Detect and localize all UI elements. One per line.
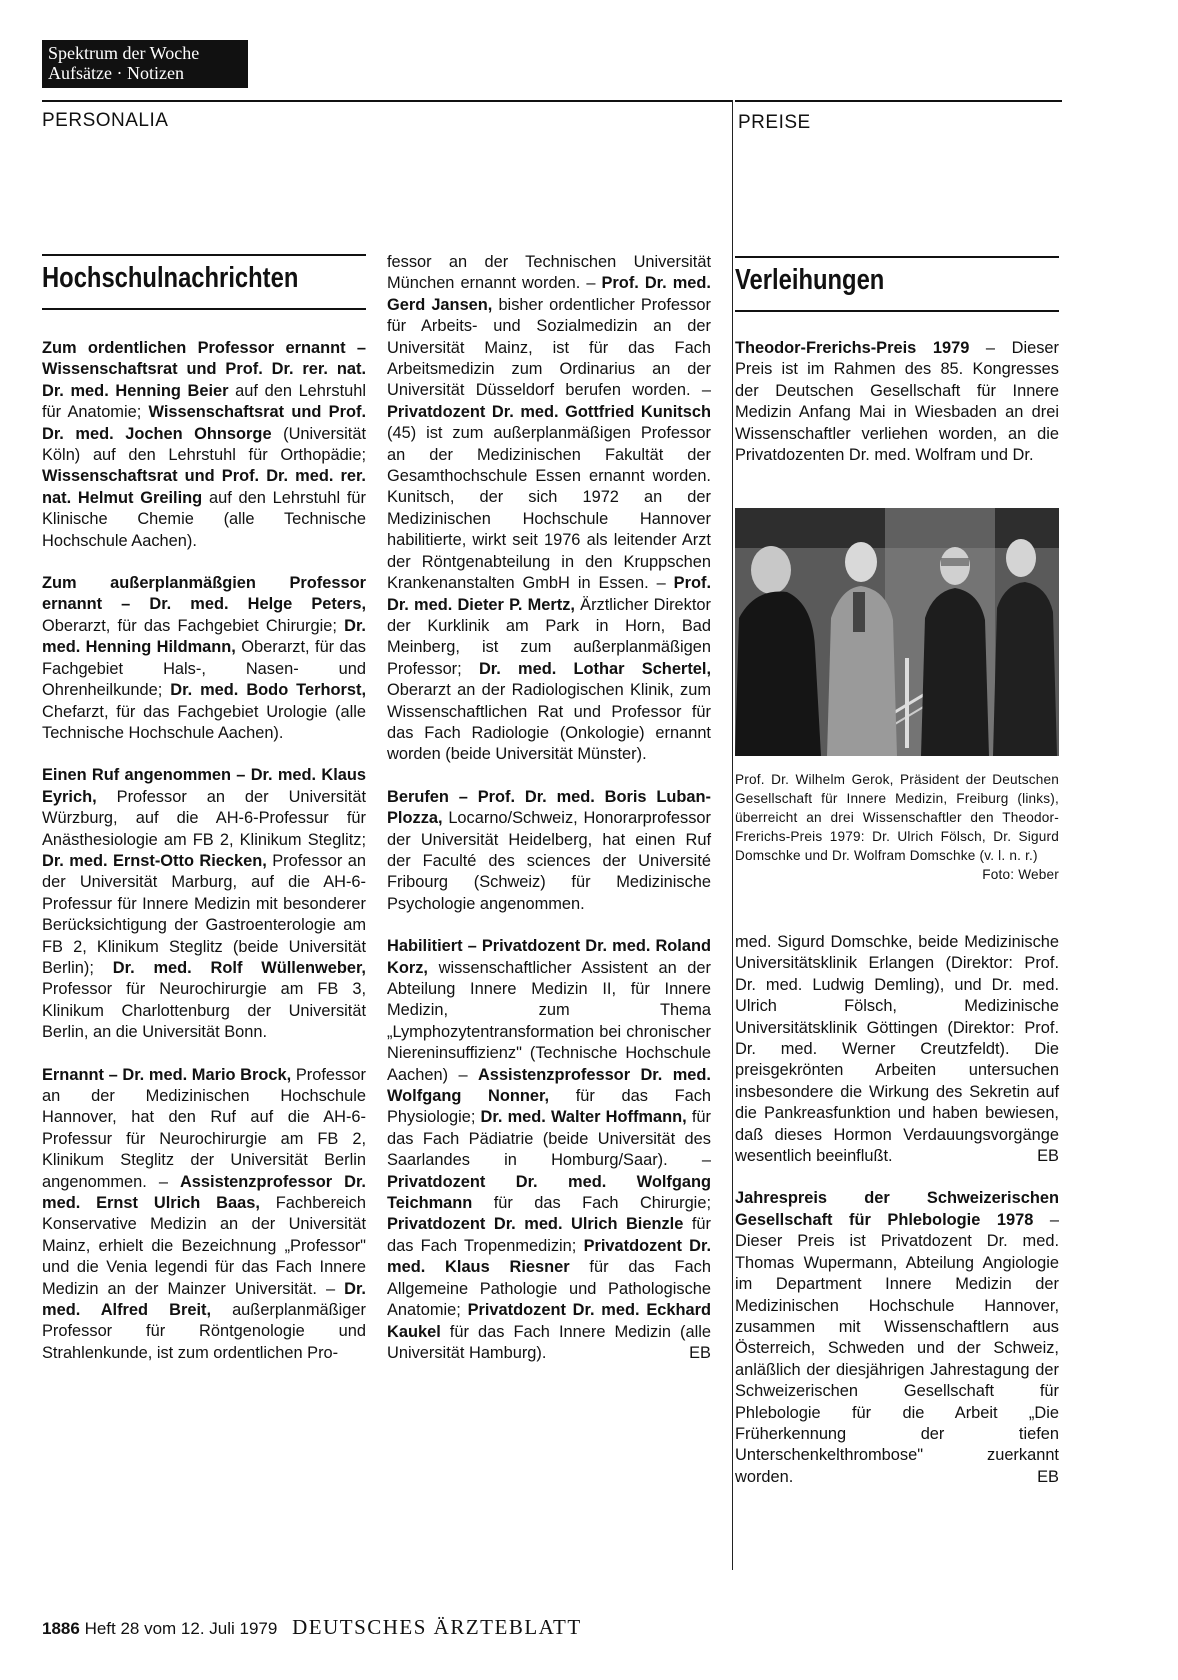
paragraph-ernannt: Ernannt – Dr. med. Mario Brock, Professor an der Medizinischen Hochschule Hannover, hat den Ruf auf die AH-6-Professur für Neurochirurgie am FB 2, Klinikum Steglitz der Universität Berlin angenommen. – Assistenzprofessor Dr. med. Ernst Ulrich Baas, Fachbereich Konservative Medizin an der Universität Mainz, erhielt die Bezeichnung „Professor" und die Venia legendi für das Fach Innere Medizin an der Mainzer Universität. – Dr. med. Alfred Breit, außerplanmäßiger Professor für Röntgenologie und Strahlenkunde, ist zum ordentlichen Pro- bbox=[42, 1065, 366, 1362]
award-photo-image bbox=[735, 508, 1059, 756]
photo-caption: Prof. Dr. Wilhelm Gerok, Präsident der Deutschen Gesellschaft für Innere Medizin, Freiburg (links), überreicht an drei Wissenschaftler den Theodor-Frerichs-Preis 1979: Dr. Ulrich Fölsch, Dr. Sigurd Domschke und Dr. Wolfram Domschke (v. l. n. r.) Foto: Weber bbox=[735, 772, 1059, 882]
paragraph-jahrespreis-phlebologie: Jahrespreis der Schweizerischen Gesellschaft für Phlebologie 1978 – Dieser Preis ist Privatdozent Dr. med. Thomas Wupermann, Abteilung Angiologie im Department Innere Medizin der Medizinischen Hochschule Hannover, zusammen mit Wissenschaftlern aus Österreich, Schweden und der Schweiz, anläßlich der diesjährigen Jahrestagung der Schweizerischen Gesellschaft für Phlebologie für die Arbeit „Die Früherkennung der tiefen Unterschenkelthrombose" zuerkannt worden. EB bbox=[735, 1188, 1059, 1488]
section-label-preise: PREISE bbox=[738, 112, 811, 133]
paragraph-theodor-frerichs-continued: med. Sigurd Domschke, beide Medizinische Universitätsklinik Erlangen (Direktor: Prof. Dr. med. Ludwig Demling), und Dr. med. Ulrich Fölsch, Medizinische Universitätsklinik Göttingen (Direktor: Prof. Dr. med. Werner Creutzfeldt). Die preisgekrönten Arbeiten untersuchen insbesondere die Wirkung des Sekretin auf die Pankreasfunktion und haben bewiesen, daß dieses Hormon Verdauungsvorgänge wesentlich beeinflußt. EB bbox=[735, 932, 1059, 1167]
column-1 bbox=[42, 338, 366, 1364]
issue-info: Heft 28 vom 12. Juli 1979 bbox=[84, 1619, 278, 1638]
paragraph-continuation: fessor an der Technischen Universität München ernannt worden. – Prof. Dr. med. Gerd Jansen, bisher ordentlicher Professor für Arbeits- und Sozialmedizin an der Universität Mainz, ist für das Fach Arbeitsmedizin zum Ordinarius an der Universität Düsseldorf berufen worden. – Privatdozent Dr. med. Gottfried Kunitsch (45) ist zum außerplanmäßigen Professor an der Medizinischen Fakultät der Gesamthochschule Essen ernannt worden. Kunitsch, der sich 1972 an der Medizinischen Hochschule Hannover habilitierte, wirkt seit 1976 als leitender Arzt der Röntgenabteilung in den Kruppschen Krankenanstalten GmbH in Essen. – Prof. Dr. med. Dieter P. Mertz, Ärztlicher Direktor der Kurklinik am Park in Horn, Bad Meinberg, ist zum außerplanmäßigen Professor; Dr. med. Lothar Schertel, Oberarzt an der Radiologischen Klinik, zum Wissenschaftlichen Rat und Professor für das Fach Radiologie (Onkologie) ernannt worden (beide Universität Münster). bbox=[387, 253, 711, 764]
author-initials: EB bbox=[1037, 1467, 1059, 1486]
badge-line-1: Spektrum der Woche bbox=[48, 43, 200, 63]
paragraph-ruf-angenommen: Einen Ruf angenommen – Dr. med. Klaus Eyrich, Professor an der Universität Würzburg, auf die AH-6-Professur für Anästhesiologie am FB 2, Klinikum Steglitz; Dr. med. Ernst-Otto Riecken, Professor an der Universität Marburg, auf die AH-6-Professur für Innere Medizin mit besonderer Berücksichtigung der Gastroenterologie am FB 2, Klinikum Steglitz (beide Universität Berlin); Dr. med. Rolf Wüllenweber, Professor für Neurochirurgie am FB 3, Klinikum Charlottenburg der Universität Berlin, an die Universität Bonn. bbox=[42, 766, 367, 1042]
badge-line-2: Aufsätze · Notizen bbox=[48, 63, 184, 83]
column-3-top bbox=[735, 338, 1059, 466]
top-rule-right bbox=[735, 100, 1062, 102]
award-photo bbox=[735, 508, 1059, 756]
author-initials: EB bbox=[1037, 1147, 1059, 1166]
heading-hochschulnachrichten: Hochschulnachrichten bbox=[42, 262, 299, 294]
section-badge bbox=[42, 40, 248, 88]
heading-rule-bottom-right bbox=[735, 310, 1059, 312]
top-rule-left bbox=[42, 100, 732, 102]
journal-name: DEUTSCHES ÄRZTEBLATT bbox=[292, 1615, 582, 1639]
page-number: 1886 bbox=[42, 1619, 80, 1638]
paragraph-ausserplanmaessig: Zum außerplanmäßgien Professor ernannt – Dr. med. Helge Peters, Oberarzt, für das Fachgebiet Chirurgie; Dr. med. Henning Hildmann, Oberarzt, für das Fachgebiet Hals-, Nasen- und Ohrenheilkunde; Dr. med. Bodo Terhorst, Chefarzt, für das Fachgebiet Urologie (alle Technische Hochschule Aachen). bbox=[42, 574, 366, 742]
paragraph-berufen: Berufen – Prof. Dr. med. Boris Luban-Plozza, Locarno/Schweiz, Honorarprofessor der Universität Heidelberg, hat einen Ruf der Faculté des sciences der Université Fribourg (Schweiz) für Medizinische Psychologie angenommen. bbox=[387, 787, 711, 913]
column-divider bbox=[732, 100, 733, 1570]
heading-rule-bottom bbox=[42, 308, 366, 310]
paragraph-ernannt-ordentlich: Zum ordentlichen Professor ernannt – Wissenschaftsrat und Prof. Dr. rer. nat. Dr. med. Henning Beier auf den Lehrstuhl für Anatomie; Wissenschaftsrat und Prof. Dr. med. Jochen Ohnsorge (Universität Köln) auf den Lehrstuhl für Orthopädie; Wissenschaftsrat und Prof. Dr. med. rer. nat. Helmut Greiling auf den Lehrstuhl für Klinische Chemie (alle Technische Hochschule Aachen). bbox=[42, 339, 366, 550]
photo-credit: Foto: Weber bbox=[982, 867, 1059, 882]
heading-verleihungen: Verleihungen bbox=[735, 264, 885, 296]
heading-rule-top bbox=[42, 254, 366, 256]
author-initials: EB bbox=[689, 1343, 711, 1362]
paragraph-theodor-frerichs-preis: Theodor-Frerichs-Preis 1979 – Dieser Preis ist im Rahmen des 85. Kongresses der Deutschen Gesellschaft für Innere Medizin Anfang Mai in Wiesbaden an drei Wissenschaftler verliehen worden, an die Privatdozenten Dr. med. Wolfram und Dr. bbox=[735, 339, 1059, 465]
page-footer bbox=[42, 1615, 582, 1640]
column-3-bottom bbox=[735, 932, 1059, 1488]
column-2 bbox=[387, 252, 711, 1364]
heading-rule-top-right bbox=[735, 256, 1059, 258]
paragraph-habilitiert: Habilitiert – Privatdozent Dr. med. Roland Korz, wissenschaftlicher Assistent an der Abteilung Innere Medizin II, für Innere Medizin, zum Thema „Lymphozytentransformation bei chronischer Niereninsuffizienz" (Technische Hochschule Aachen) – Assistenzprofessor Dr. med. Wolfgang Nonner, für das Fach Physiologie; Dr. med. Walter Hoffmann, für das Fach Pädiatrie (beide Universität des Saarlandes in Homburg/Saar). – Privatdozent Dr. med. Wolfgang Teichmann für das Fach Chirurgie; Privatdozent Dr. med. Ulrich Bienzle für das Fach Tropenmedizin; Privatdozent Dr. med. Klaus Riesner für das Fach Allgemeine Pathologie und Pathologische Anatomie; Privatdozent Dr. med. Eckhard Kaukel für das Fach Innere Medizin (alle Universität Hamburg). EB bbox=[387, 936, 711, 1364]
section-label-personalia: PERSONALIA bbox=[42, 110, 169, 131]
